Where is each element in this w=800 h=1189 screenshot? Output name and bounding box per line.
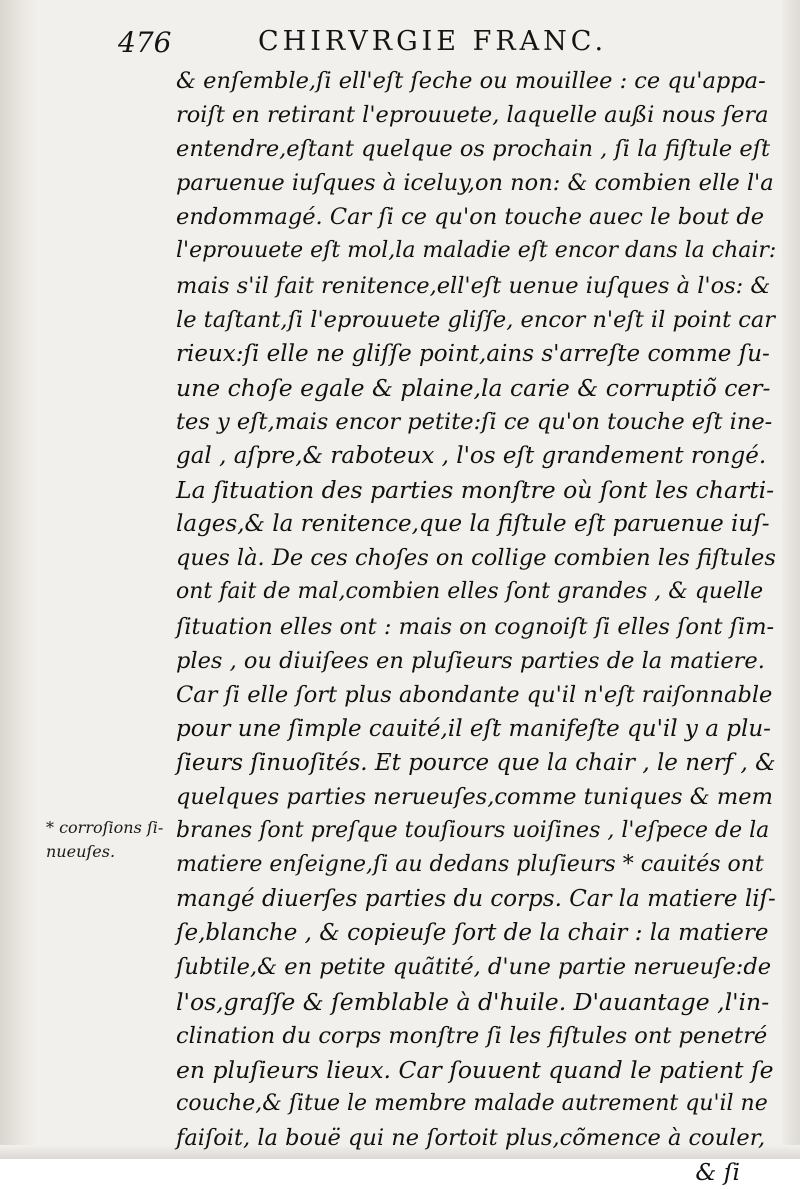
text-line: l'eprouuete eſt mol,la maladie eſt encor dans la chair:: [176, 238, 777, 264]
text-line: mangé diuerſes parties du corps. Car la matiere liſ-: [176, 886, 776, 913]
text-line: branes ſont preſque touſiours uoiſines , l'eſpece de la: [176, 818, 770, 844]
text-line: pour une ſimple cauité,il eſt manifeſte qu'il y a plu-: [176, 715, 771, 742]
text-line: ſubtile,& en petite quãtité, d'une partie nerueuſe:de: [176, 954, 772, 981]
text-line: La ſituation des parties monſtre où ſont les charti-: [176, 476, 775, 505]
marginal-note: [46, 816, 166, 864]
text-line: l'os,graſſe & ſemblable à d'huile. D'auantage ,l'in-: [176, 987, 770, 1016]
text-line: entendre,eſtant quelque os prochain , ſi la fiſtule eſt: [176, 136, 771, 163]
text-line: ſe,blanche , & copieuſe ſort de la chair : la matiere: [176, 920, 769, 947]
running-head: CHIRVRGIE FRANC.: [258, 26, 608, 57]
text-line: faiſoit, la bouë qui ne ſortoit plus,cõmence à couler,: [176, 1124, 766, 1151]
text-line: quelques parties nerueuſes,comme tuniques & mem: [176, 783, 773, 810]
text-line: lages,& la renitence,que la fiſtule eſt paruenue iuſ-: [176, 511, 770, 538]
text-line: mais s'il fait renitence,ell'eſt uenue iuſques à l'os: &: [176, 272, 771, 299]
text-line: tes y eſt,mais encor petite:ſi ce qu'on touche eſt ine-: [176, 408, 773, 435]
marginal-note-line: nueuſes.: [46, 842, 116, 861]
text-line: en pluſieurs lieux. Car ſouuent quand le patient ſe: [176, 1055, 774, 1084]
page-edge-right: [782, 0, 800, 1159]
text-line: gal , aſpre,& raboteux , l'os eſt grandement rongé.: [176, 443, 767, 470]
text-line: paruenue iuſques à iceluy,on non: & combien elle l'a: [176, 170, 774, 197]
text-line: ſieurs ſinuoſités. Et pource que la chair , le nerf , &: [176, 749, 776, 776]
text-line: endommagé. Car ſi ce qu'on touche auec le bout de: [176, 204, 765, 231]
text-line: couche,& ſitue le membre malade autrement qu'il ne: [176, 1090, 768, 1116]
gutter-shadow: [0, 0, 38, 1159]
marginal-note-line: * corroſions ſi-: [46, 818, 164, 837]
text-line: une choſe egale & plaine,la carie & corruptiõ cer-: [176, 373, 771, 402]
text-line: Car ſi elle ſort plus abondante qu'il n'eſt raiſonnable: [176, 681, 773, 708]
text-line: matiere enſeigne,ſi au dedans pluſieurs * cauités ont: [176, 852, 764, 878]
text-line: ont fait de mal,combien elles ſont grandes , & quelle: [176, 579, 764, 605]
text-line: ſituation elles ont : mais on cognoiſt ſi elles ſont ſim-: [176, 613, 775, 640]
page-number: 476: [118, 26, 172, 59]
text-line: le taſtant,ſi l'eprouuete gliſſe, encor n'eſt il point car: [176, 306, 776, 333]
text-line: rieux:ſi elle ne gliſſe point,ains s'arreſte comme ſu-: [176, 340, 770, 367]
page-header: [118, 20, 678, 60]
text-line: & enſemble,ſi ell'eſt ſeche ou mouillee : ce qu'appa-: [176, 68, 766, 94]
body-text: [176, 64, 776, 1189]
text-line: roiſt en retirant l'eprouuete, laquelle außi nous ſera: [176, 102, 769, 129]
text-line: ques là. De ces choſes on collige combien les fiſtules: [176, 545, 776, 572]
catchword: & ſi: [695, 1158, 740, 1186]
text-line: ples , ou diuiſees en pluſieurs parties de la matiere.: [176, 647, 765, 674]
text-line: clination du corps monſtre ſi les fiſtules ont penetré: [176, 1022, 768, 1049]
